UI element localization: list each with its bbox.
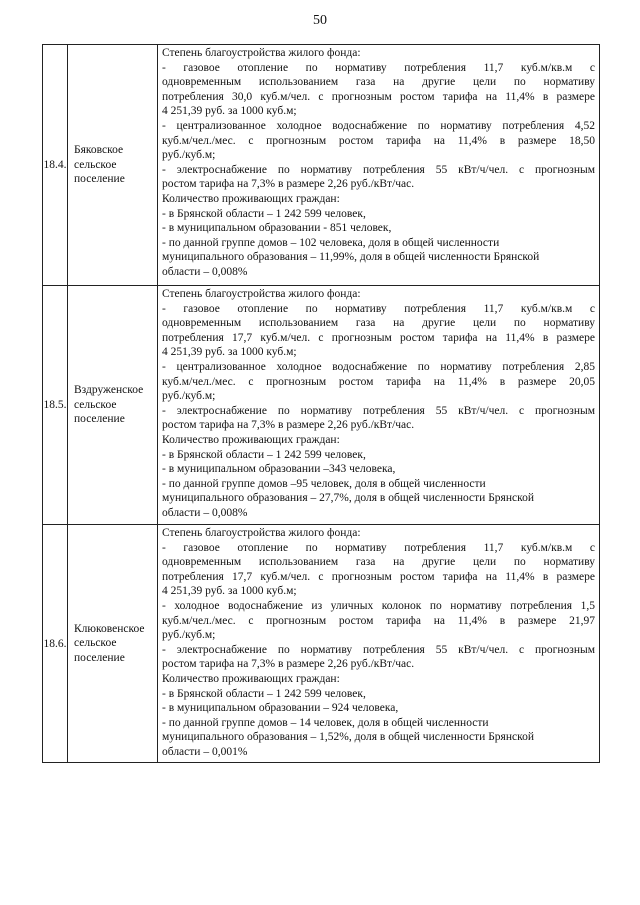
description-line: - электроснабжение по нормативу потребления 55 кВт/ч/чел. с прогнозным xyxy=(162,163,595,176)
settlement-name-line: Клюковенское xyxy=(74,622,145,635)
settlement-description xyxy=(158,525,600,763)
description-line: - в муниципальном образовании – 924 человека, xyxy=(162,702,399,715)
description-line: - по данной группе домов – 14 человек, доля в общей численности xyxy=(162,716,489,729)
table-row xyxy=(43,286,600,525)
description-line: потребления 30,0 куб.м/чел. с прогнозным ростом тарифа на 11,4% в размере xyxy=(162,90,595,103)
description-line: - в муниципальном образовании –343 человека, xyxy=(162,463,396,476)
description-line: - газовое отопление по нормативу потребления 11,7 куб.м/кв.м с xyxy=(162,302,595,315)
settlement-name-line: Бяковское xyxy=(74,144,124,157)
description-line: муниципального образования – 11,99%, доля в общей численности Брянской xyxy=(162,251,540,264)
description-line: - холодное водоснабжение из уличных колонок по нормативу потребления 1,5 xyxy=(162,599,595,612)
description-line: муниципального образования – 27,7%, доля в общей численности Брянской xyxy=(162,492,535,505)
settlement-name xyxy=(68,525,158,763)
description-line: - электроснабжение по нормативу потребления 55 кВт/ч/чел. с прогнозным xyxy=(162,404,595,417)
description-line: - в Брянской области – 1 242 599 человек, xyxy=(162,448,366,461)
description-line: ростом тарифа на 7,3% в размере 2,26 руб./кВт/час. xyxy=(162,419,415,432)
row-number: 18.4. xyxy=(43,45,68,286)
description-line: Степень благоустройства жилого фонда: xyxy=(162,47,361,59)
row-number: 18.6. xyxy=(43,525,68,763)
description-line: - централизованное холодное водоснабжение по нормативу потребления 2,85 xyxy=(162,360,595,373)
description-line: куб.м/чел./мес. с прогнозным ростом тарифа на 11,4% в размере 18,50 xyxy=(162,134,595,147)
description-line: Степень благоустройства жилого фонда: xyxy=(162,527,361,539)
settlement-name xyxy=(68,286,158,525)
settlement-description xyxy=(158,286,600,525)
description-line: одновременным использованием газа на другие цели по нормативу xyxy=(162,556,595,569)
description-line: области – 0,001% xyxy=(162,745,248,758)
description-line: - по данной группе домов – 102 человека, доля в общей численности xyxy=(162,236,500,249)
description-line: ростом тарифа на 7,3% в размере 2,26 руб./кВт/час. xyxy=(162,658,415,671)
settlement-name-line: сельское xyxy=(74,158,117,171)
description-line: - газовое отопление по нормативу потребления 11,7 куб.м/кв.м с xyxy=(162,61,595,74)
description-line: Количество проживающих граждан: xyxy=(162,672,340,685)
description-line: - централизованное холодное водоснабжение по нормативу потребления 4,52 xyxy=(162,119,595,132)
settlement-name-line: Вздруженское xyxy=(74,384,144,397)
description-line: - по данной группе домов –95 человек, доля в общей численности xyxy=(162,477,486,490)
description-line: руб./куб.м; xyxy=(162,629,216,642)
description-line: - в Брянской области – 1 242 599 человек, xyxy=(162,207,366,220)
description-line: 4 251,39 руб. за 1000 куб.м; xyxy=(162,585,297,598)
table-row xyxy=(43,45,600,286)
description-line: - в муниципальном образовании - 851 человек, xyxy=(162,222,392,235)
description-line: куб.м/чел./мес. с прогнозным ростом тарифа на 11,4% в размере 21,97 xyxy=(162,614,595,627)
page-number: 50 xyxy=(313,13,327,28)
description-line: области – 0,008% xyxy=(162,506,248,519)
description-line: куб.м/чел./мес. с прогнозным ростом тарифа на 11,4% в размере 20,05 xyxy=(162,375,595,388)
description-line: Количество проживающих граждан: xyxy=(162,192,340,205)
settlements-table xyxy=(42,44,600,763)
description-line: муниципального образования – 1,52%, доля в общей численности Брянской xyxy=(162,731,535,744)
description-line: Количество проживающих граждан: xyxy=(162,433,340,446)
description-line: одновременным использованием газа на другие цели по нормативу xyxy=(162,317,595,330)
description-line: Степень благоустройства жилого фонда: xyxy=(162,288,361,300)
description-line: потребления 17,7 куб.м/чел. с прогнозным ростом тарифа на 11,4% в размере xyxy=(162,331,595,344)
settlement-name-line: поселение xyxy=(74,651,125,664)
description-line: руб./куб.м; xyxy=(162,149,216,162)
row-number: 18.5. xyxy=(43,286,68,525)
settlement-name-line: сельское xyxy=(74,637,117,650)
description-line: - в Брянской области – 1 242 599 человек, xyxy=(162,687,366,700)
description-line: потребления 17,7 куб.м/чел. с прогнозным ростом тарифа на 11,4% в размере xyxy=(162,570,595,583)
table-body xyxy=(43,45,600,763)
settlement-name-line: поселение xyxy=(74,173,125,186)
description-line: одновременным использованием газа на другие цели по нормативу xyxy=(162,76,595,89)
description-line: 4 251,39 руб. за 1000 куб.м; xyxy=(162,346,297,359)
description-line: - электроснабжение по нормативу потребления 55 кВт/ч/чел. с прогнозным xyxy=(162,643,595,656)
settlement-description xyxy=(158,45,600,286)
description-line: 4 251,39 руб. за 1000 куб.м; xyxy=(162,105,297,118)
settlement-name-line: поселение xyxy=(74,413,125,426)
table-row xyxy=(43,525,600,763)
description-line: руб./куб.м; xyxy=(162,390,216,403)
description-line: ростом тарифа на 7,3% в размере 2,26 руб./кВт/час. xyxy=(162,178,415,191)
settlement-name-line: сельское xyxy=(74,398,117,411)
settlement-name xyxy=(68,45,158,286)
description-line: области – 0,008% xyxy=(162,265,248,278)
description-line: - газовое отопление по нормативу потребления 11,7 куб.м/кв.м с xyxy=(162,541,595,554)
